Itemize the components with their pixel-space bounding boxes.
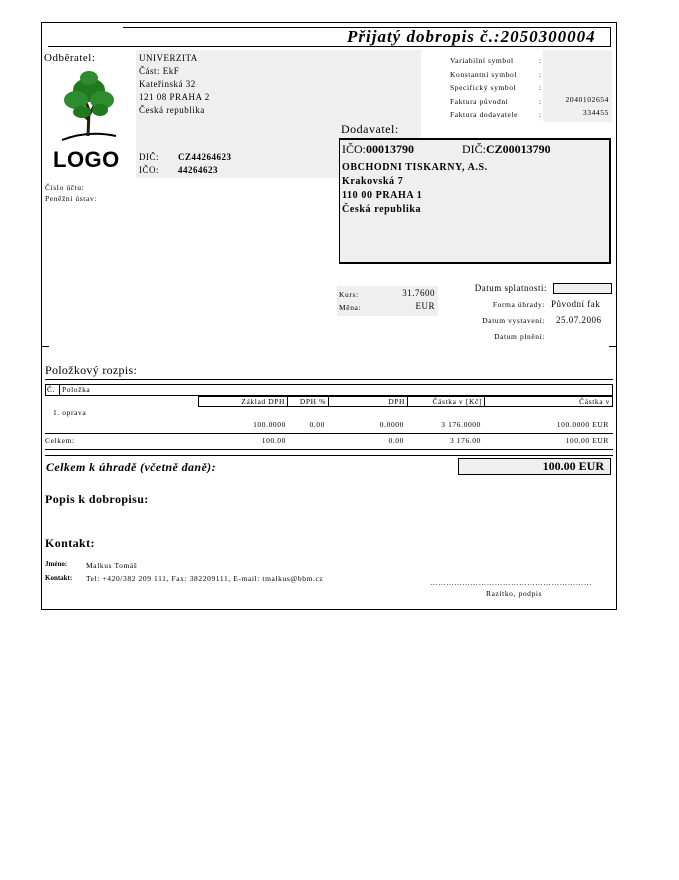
- supplier-label: Dodavatel:: [341, 122, 399, 136]
- supplier-name: OBCHODNI TISKARNY, A.S.: [342, 162, 488, 173]
- contact-details: Tel: +420/382 209 111, Fax: 382209111, E-mail: tmalkus@bbm.cz: [86, 574, 324, 583]
- col-no: Č.: [47, 385, 56, 394]
- total-rule: [45, 433, 613, 434]
- customer-dic-label: DIČ:: [139, 152, 159, 162]
- faktura-puvodni-label: Faktura původní: [450, 96, 509, 106]
- supplier-dic-wrap: [462, 142, 551, 157]
- customer-street: Kateřinská 32: [139, 79, 196, 89]
- total-zaklad: 100.00: [261, 436, 286, 445]
- supplier-address: [342, 161, 488, 217]
- document-number: 2050300004: [500, 27, 596, 46]
- colon: :: [539, 56, 542, 65]
- contact-details-label: Kontakt:: [45, 574, 73, 582]
- title-underline: [48, 46, 123, 47]
- stamp-label: Razítko, podpis: [486, 589, 543, 598]
- specificky-label: Specifický symbol: [450, 83, 517, 92]
- account-label: Číslo účtu:: [45, 183, 85, 192]
- col-castka-kc: Částka v [Kč]: [407, 396, 485, 407]
- faktura-dodavatele-label: Faktura dodavatele: [450, 110, 519, 119]
- contact-label: Kontakt:: [45, 536, 95, 550]
- col-item: Položka: [62, 385, 91, 394]
- vystaveni-value: 25.07.2006: [556, 315, 602, 325]
- variabilni-label: Variabilní symbol: [450, 56, 514, 65]
- customer-name: UNIVERZITA: [139, 53, 198, 63]
- contact-name: Malkus Tomáš: [86, 561, 138, 570]
- supplier-ico-label: IČO:: [342, 142, 366, 156]
- side-tick: [41, 346, 49, 347]
- supplier-ico: 00013790: [366, 142, 414, 156]
- customer-line2: Část: EkF: [139, 66, 180, 76]
- customer-country: Česká republika: [139, 105, 205, 115]
- summary-rule: [45, 455, 613, 456]
- logo-text: LOGO: [53, 147, 120, 172]
- bank-label: Peněžní ústav:: [45, 194, 97, 203]
- colon: :: [539, 83, 542, 92]
- signature-dots: ……………………………………………………: [430, 578, 592, 587]
- supplier-dic-label: DIČ:: [462, 142, 486, 156]
- customer-city: 121 08 PRAHA 2: [139, 92, 210, 102]
- supplier-street: Krakovská 7: [342, 176, 404, 187]
- note-label: Popis k dobropisu:: [45, 492, 149, 506]
- total-dph: 0.00: [388, 436, 404, 445]
- mena-label: Měna:: [339, 303, 362, 312]
- customer-dic: CZ44264623: [178, 152, 232, 162]
- summary-label: Celkem k úhradě (včetně daně):: [46, 460, 216, 474]
- forma-label: Forma úhrady:: [492, 300, 545, 309]
- colon: :: [539, 96, 542, 106]
- item-dph: 0.0000: [379, 420, 404, 429]
- document-title: [123, 27, 611, 47]
- customer-ico: 44264623: [178, 165, 218, 175]
- total-label: Celkem:: [45, 436, 75, 445]
- col-zaklad: Základ DPH: [198, 396, 288, 407]
- item-name: 1. oprava: [53, 408, 87, 417]
- items-header-row1: [45, 384, 613, 396]
- vystaveni-label: Datum vystavení:: [482, 316, 545, 325]
- col-dph: DPH: [328, 396, 408, 407]
- item-dph-pct: 0.00: [309, 420, 325, 429]
- col-divider: [59, 384, 60, 396]
- side-tick: [609, 346, 617, 347]
- col-castka: Částka v: [484, 396, 613, 407]
- colon: :: [539, 69, 542, 79]
- item-zaklad: 100.0000: [253, 420, 286, 429]
- mena-value: EUR: [415, 301, 435, 311]
- kurs-value: 31.7600: [402, 288, 435, 298]
- item-castka-kc: 3 176.0000: [441, 420, 481, 429]
- item-castka: 100.0000 EUR: [556, 420, 609, 429]
- contact-name-label: Jméno:: [45, 560, 68, 568]
- total-kc: 3 176.00: [449, 436, 481, 445]
- supplier-dic: CZ00013790: [486, 142, 551, 156]
- symbols-colons: [539, 54, 542, 122]
- forma-value: Původní fak: [551, 299, 601, 309]
- splatnost-value-box: [553, 283, 612, 294]
- total-rule-bottom: [45, 449, 613, 450]
- tree-icon: [58, 70, 120, 147]
- customer-ico-label: IČO:: [139, 165, 159, 175]
- konstantni-label: Konstantní symbol: [450, 69, 518, 79]
- total-castka: 100.00 EUR: [565, 436, 609, 445]
- plneni-label: Datum plnění:: [494, 332, 545, 341]
- splatnost-label: Datum splatnosti:: [474, 283, 547, 293]
- colon: :: [539, 110, 542, 119]
- summary-amount: 100.00 EUR: [458, 458, 611, 475]
- items-section-label: Položkový rozpis:: [45, 363, 138, 377]
- faktura-puvodni-value: 2040102654: [565, 95, 609, 104]
- symbols-labels: [450, 54, 518, 122]
- title-prefix: Přijatý dobropis č.:: [347, 27, 501, 46]
- supplier-city: 110 00 PRAHA 1: [342, 190, 423, 201]
- customer-label: Odběratel:: [44, 52, 96, 64]
- customer-address: [139, 52, 210, 117]
- faktura-dodavatele-value: 334455: [582, 108, 609, 117]
- supplier-ids: [342, 142, 414, 157]
- col-dph-pct: DPH %: [287, 396, 329, 407]
- items-rule: [45, 379, 613, 380]
- kurs-label: Kurs:: [339, 290, 359, 299]
- supplier-country: Česká republika: [342, 204, 422, 215]
